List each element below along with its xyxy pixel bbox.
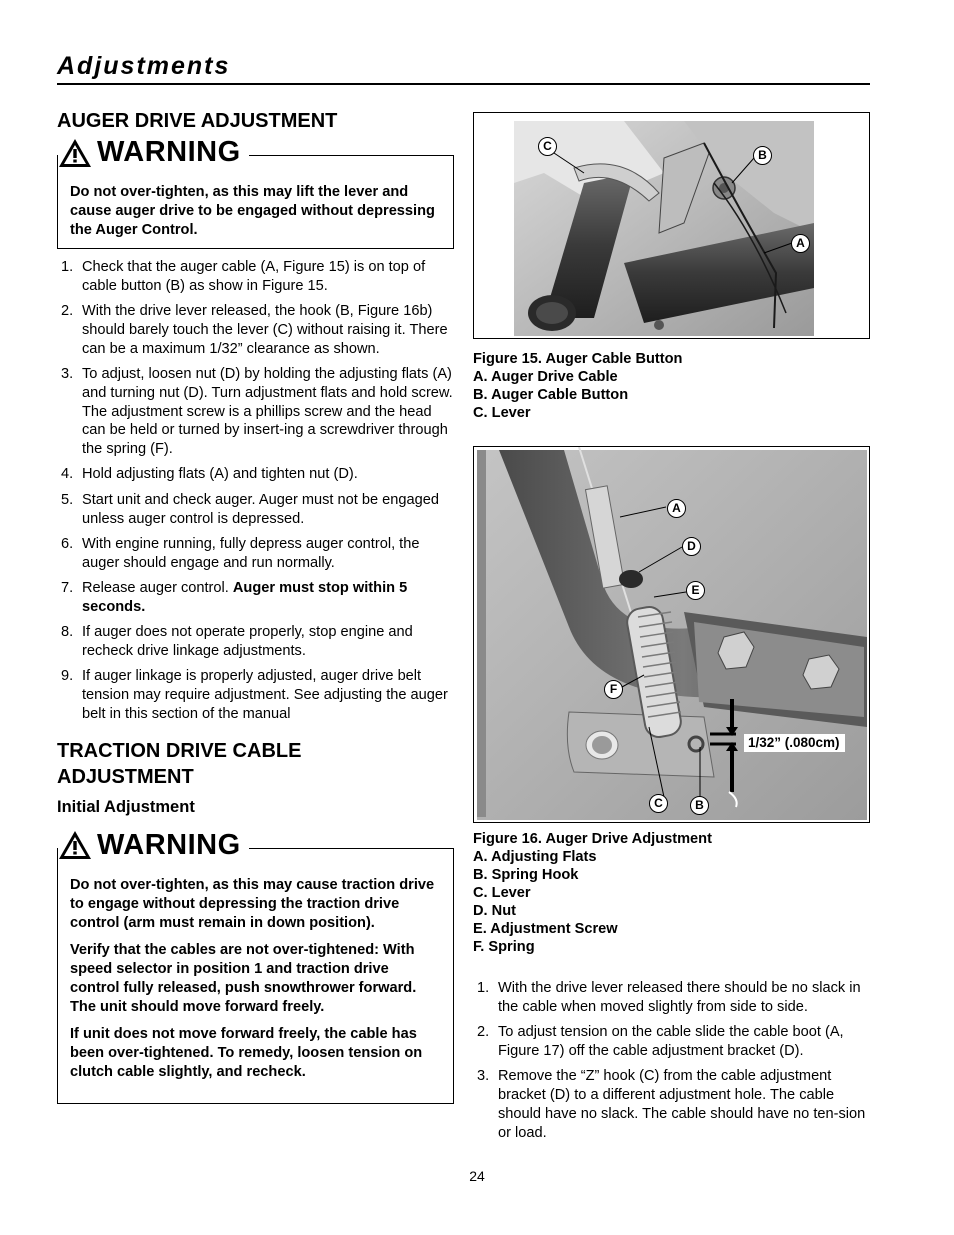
warning-triangle-icon <box>58 830 92 860</box>
auger-step-5 <box>57 491 454 529</box>
step-text: If auger does not operate properly, stop engine and recheck drive linkage adjustments. <box>82 624 413 659</box>
step-number: 3. <box>477 1068 490 1085</box>
step-number: 2. <box>477 1024 490 1041</box>
traction-warning-p2: Verify that the cables are not over-tightened: With speed selector in position 1 and traction drive control fully released, push snowthrower forward. The unit should move forward freely. <box>70 941 417 1015</box>
warning-triangle-icon <box>58 138 92 168</box>
caption-line: Figure 16. Auger Drive Adjustment <box>473 831 712 847</box>
step-text: If auger linkage is properly adjusted, auger drive belt tension may require adjustment. See adjusting the auger belt in this section of the manual <box>82 668 448 722</box>
auger-warning-text: Do not over-tighten, as this may lift the lever and cause auger drive to be engaged without depressing the Auger Control. <box>70 184 435 238</box>
step-text: With engine running, fully depress auger control, the auger should engage and run normally. <box>82 535 420 571</box>
auger-step-9 <box>57 667 454 723</box>
traction-warning-p3: If unit does not move forward freely, the cable has been over-tightened. To remedy, loosen tension on clutch cable slightly, and recheck. <box>70 1025 423 1080</box>
auger-step-1 <box>57 258 454 296</box>
figure16-callout-f: F <box>604 680 623 699</box>
auger-step-2 <box>57 302 454 358</box>
step-number: 7. <box>61 579 74 596</box>
step-text: Release auger control. <box>82 579 233 596</box>
step-number: 1. <box>477 980 490 996</box>
step-text: Hold adjusting flats (A) and tighten nut (D). <box>82 466 358 483</box>
step-number: 1. <box>61 259 74 275</box>
step-text: Remove the “Z” hook (C) from the cable adjustment bracket (D) to a different adjustment hole. The cable should have no slack. The cable should have no ten-sion or load. <box>498 1068 866 1141</box>
figure16-callout-c: C <box>649 794 668 813</box>
caption-line: B. Spring Hook <box>473 867 579 883</box>
traction-heading-line2: ADJUSTMENT <box>57 765 194 788</box>
auger-step-4 <box>57 465 454 484</box>
right-step-2 <box>473 1023 870 1061</box>
page-number: 24 <box>469 1168 485 1184</box>
figure16-callout-a: A <box>667 499 686 518</box>
right-step-3 <box>473 1067 870 1142</box>
auger-step-3 <box>57 365 454 459</box>
page-section-title: Adjustments <box>57 52 231 80</box>
clearance-label: 1/32” (.080cm) <box>744 734 845 752</box>
caption-line: Figure 15. Auger Cable Button <box>473 351 683 367</box>
step-text: With the drive lever released there should be no slack in the cable when moved slightly from side to side. <box>498 980 861 1015</box>
traction-warning-label: WARNING <box>97 828 241 861</box>
traction-heading-line1: TRACTION DRIVE CABLE <box>57 739 302 762</box>
caption-line: F. Spring <box>473 939 535 955</box>
traction-steps-list <box>473 979 870 1142</box>
figure15-callout-b: B <box>753 146 772 165</box>
caption-line: D. Nut <box>473 903 516 919</box>
step-number: 3. <box>61 365 74 382</box>
auger-warning-header <box>58 136 249 169</box>
auger-cable-button-illustration <box>474 113 869 338</box>
traction-subheading: Initial Adjustment <box>57 797 195 816</box>
traction-warning-header <box>58 829 249 862</box>
figure16-callout-e: E <box>686 581 705 600</box>
caption-line: A. Auger Drive Cable <box>473 369 618 385</box>
step-text: To adjust, loosen nut (D) by holding the adjusting flats (A) and turning nut (D). Turn adjustment flats and hold screw. The adjustment screw is a phillips screw and the head can be held or turned by insert-ing a screwdriver through the spring (F). <box>82 365 453 458</box>
figure16-callout-d: D <box>682 537 701 556</box>
auger-heading: AUGER DRIVE ADJUSTMENT <box>57 110 338 132</box>
auger-warning-label: WARNING <box>97 136 241 168</box>
step-number: 9. <box>61 668 74 685</box>
header-rule <box>57 83 870 85</box>
step-text: With the drive lever released, the hook (B, Figure 16b) should barely touch the lever (C) without raising it. There can be a maximum 1/32” clearance as shown. <box>82 303 448 357</box>
left-column <box>57 108 454 1104</box>
step-text: Start unit and check auger. Auger must not be engaged unless auger control is depressed. <box>82 491 439 527</box>
auger-step-6 <box>57 535 454 573</box>
right-step-1 <box>473 979 870 1017</box>
auger-warning-box <box>57 136 454 249</box>
caption-line: C. Lever <box>473 885 531 901</box>
step-text: Check that the auger cable (A, Figure 15) is on top of cable button (B) as show in Figure 15. <box>82 259 426 294</box>
auger-steps-list <box>57 258 454 724</box>
figure-16-caption <box>473 830 870 956</box>
step-text: To adjust tension on the cable slide the cable boot (A, Figure 17) off the cable adjustment bracket (D). <box>498 1024 844 1059</box>
step-number: 4. <box>61 466 74 483</box>
figure16-callout-b: B <box>690 796 709 815</box>
step-number: 5. <box>61 491 74 508</box>
right-column <box>473 112 870 1149</box>
figure15-callout-a: A <box>791 234 810 253</box>
auger-step-7 <box>57 579 454 617</box>
traction-warning-p1: Do not over-tighten, as this may cause traction drive to engage without depressing the traction drive control (arm must remain in down position). <box>70 876 435 931</box>
caption-line: B. Auger Cable Button <box>473 387 629 403</box>
figure-16-image <box>473 446 870 823</box>
caption-line: E. Adjustment Screw <box>473 921 618 937</box>
step-bold-text: Auger must stop within 5 seconds. <box>82 579 408 615</box>
auger-step-8 <box>57 623 454 661</box>
step-number: 2. <box>61 303 74 320</box>
step-number: 6. <box>61 535 74 552</box>
caption-line: C. Lever <box>473 405 531 421</box>
step-number: 8. <box>61 624 74 641</box>
figure-15-image <box>473 112 870 339</box>
caption-line: A. Adjusting Flats <box>473 849 597 865</box>
figure-15-caption <box>473 350 870 422</box>
figure15-callout-c: C <box>538 137 557 156</box>
traction-warning-box <box>57 828 454 1104</box>
